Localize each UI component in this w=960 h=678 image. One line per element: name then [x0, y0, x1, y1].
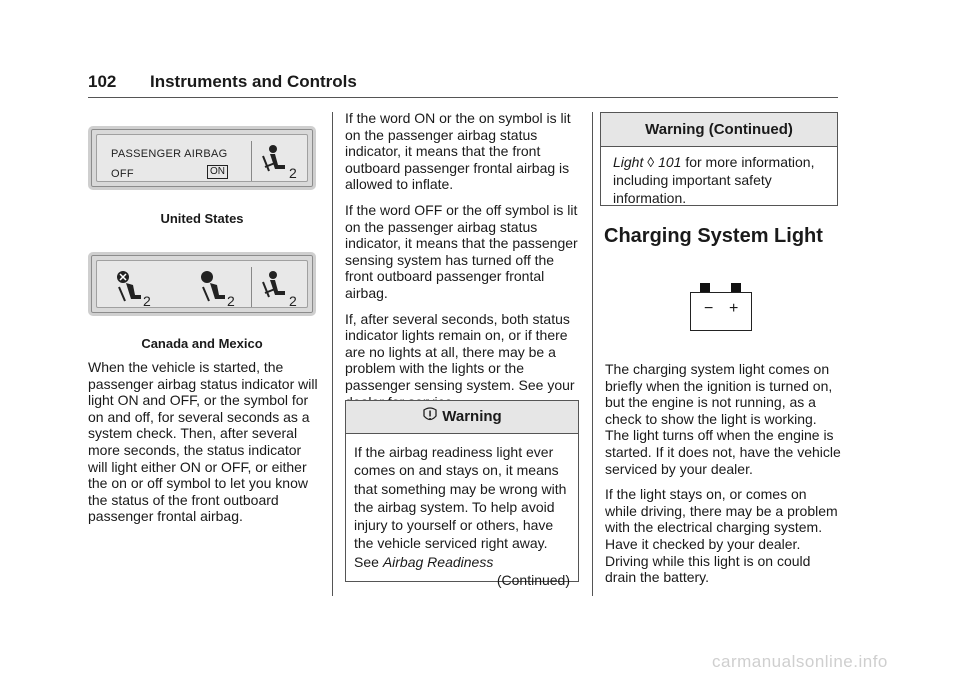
- warning-title: Warning: [442, 408, 502, 425]
- header-rule: [88, 97, 838, 98]
- airbag-status-panel-us: [88, 126, 316, 190]
- caption-canada-mexico: Canada and Mexico: [141, 336, 263, 351]
- battery-icon: [690, 283, 752, 331]
- column-divider-1: [332, 112, 333, 596]
- panel-subscript-3: 2: [289, 293, 298, 309]
- caption-united-states: United States: [160, 211, 244, 226]
- warning-header: [346, 401, 578, 434]
- warning-reference: Airbag Readiness: [382, 553, 494, 570]
- battery-minus: −: [704, 300, 714, 317]
- panel-label-on: ON: [207, 165, 228, 179]
- panel-icon-subscript: 2: [289, 165, 298, 181]
- panel-subscript-1: 2: [143, 293, 152, 309]
- section-title: Charging System Light: [604, 225, 823, 247]
- paragraph-charging-light: The charging system light comes on briefly when the ignition is turned on, but the engine is not running, as a check to show the light is working. The light turns off when the engine is started. If it does not, have the vehicle serviced by your dealer.: [605, 361, 841, 477]
- warning-box: [345, 400, 579, 589]
- column-divider-2: [592, 112, 593, 596]
- panel-label-passenger-airbag: PASSENGER AIRBAG: [111, 148, 228, 160]
- warning-body: If the airbag readiness light ever comes on and stays on, it means that something may be wrong with the airbag system. To help avoid injury to yourself or others, have the vehicle serviced right away. See: [354, 444, 567, 570]
- middle-text: [345, 110, 580, 419]
- warning-continued-page: 101: [658, 154, 682, 170]
- left-paragraph: When the vehicle is started, the passenger airbag status indicator will light ON and OFF, or the symbol for on and off, for several seconds as a system check. Then, after several more seconds, the status indicator will light either ON or OFF, or either the on or off symbol to let you know the status of the front outboard passenger frontal airbag.: [88, 359, 318, 525]
- warning-continued-header: Warning (Continued): [601, 113, 837, 147]
- page-number: 102: [88, 72, 117, 91]
- warning-continued-box: [600, 112, 838, 206]
- paragraph-both-lights: If, after several seconds, both status indicator lights remain on, or if there are no lights at all, there may be a problem with the lights or the passenger sensing system. See your: [345, 310, 575, 393]
- chapter-title: Instruments and Controls: [150, 72, 357, 91]
- panel-label-off: OFF: [111, 168, 134, 180]
- warning-icon: [422, 407, 438, 423]
- page-ref-icon: ◊: [647, 154, 655, 170]
- battery-plus: +: [729, 300, 739, 317]
- right-text: [605, 361, 841, 595]
- paragraph-light-stays-on: If the light stays on, or comes on while driving, there may be a problem with the electrical charging system. Have it checked by your dealer. Driving while this light is on could drain the battery.: [605, 486, 838, 586]
- watermark: carmanualsonline.info: [712, 652, 888, 671]
- warning-continued-body: for more information, including important safety information.: [613, 154, 815, 206]
- airbag-status-panel-canada-mexico: [88, 252, 316, 316]
- panel-subscript-2: 2: [227, 293, 236, 309]
- paragraph-on-symbol: If the word ON or the on symbol is lit on the passenger airbag status indicator, it means that the front outboard passenger frontal airbag is allowed to inflate.: [345, 110, 571, 193]
- warning-continued-reference: Light: [613, 154, 644, 170]
- warning-continued: (Continued): [496, 572, 570, 589]
- paragraph-off-symbol: If the word OFF or the off symbol is lit on the passenger airbag status indicator, it means that the passenger sensing system has turned off the front outboard passenger frontal airbag.: [345, 201, 578, 301]
